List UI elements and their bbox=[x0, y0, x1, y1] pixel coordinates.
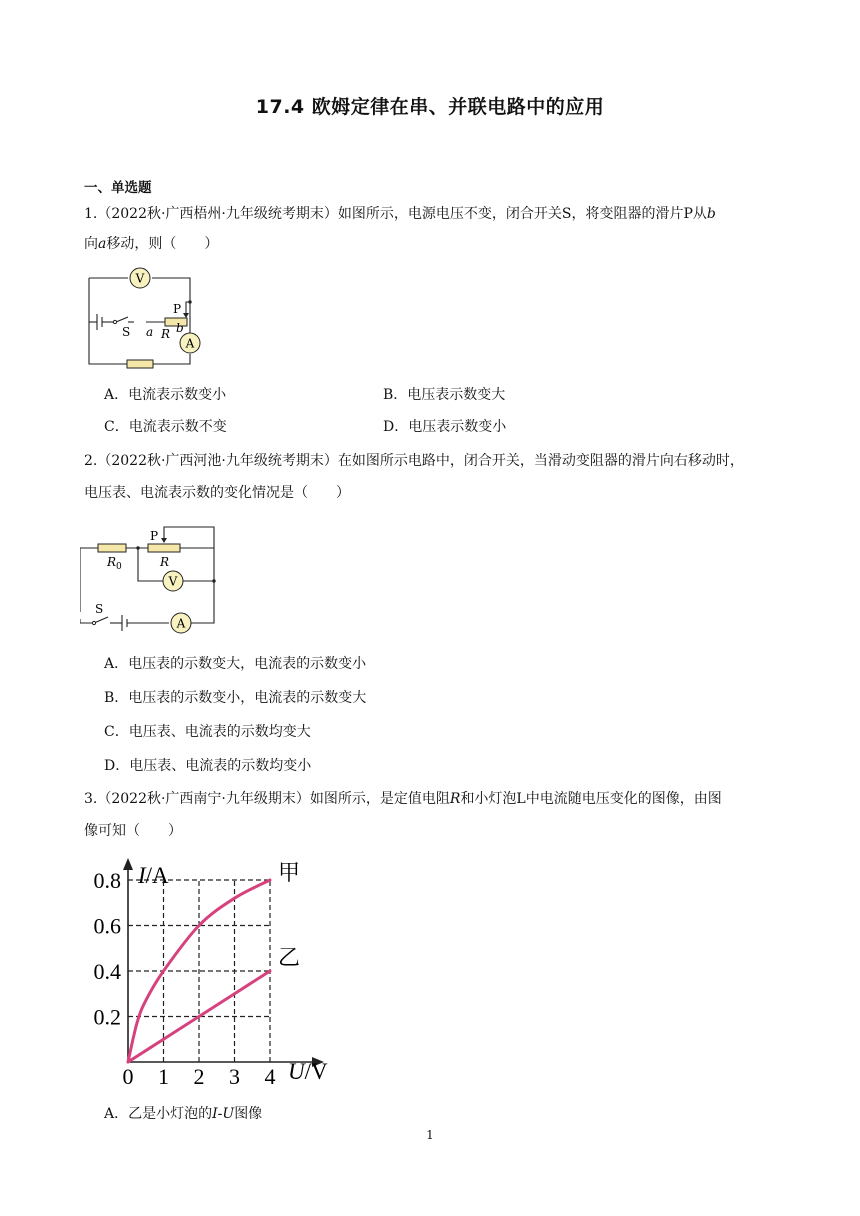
q1-option-b[interactable]: B．电压表示数变大 bbox=[383, 387, 506, 403]
page-number: 1 bbox=[426, 1128, 434, 1142]
y-axis-var: I bbox=[138, 863, 146, 888]
x-tick-label: 4 bbox=[264, 1064, 276, 1089]
q2-option-b[interactable]: B．电压表的示数变小，电流表的示数变大 bbox=[104, 690, 367, 706]
q1-line2-pre: 向 bbox=[84, 236, 98, 252]
x-tick-label: 2 bbox=[193, 1064, 205, 1089]
q2-option-c[interactable]: C．电压表、电流表的示数均变大 bbox=[104, 724, 311, 740]
q1-voltmeter-label: V bbox=[135, 271, 145, 286]
q1-stem-line1 bbox=[84, 203, 716, 225]
q1-rheostat-label: R bbox=[161, 327, 171, 341]
q3-iu-chart bbox=[80, 855, 350, 1090]
q3-option-a-pre: A．乙是小灯泡的 bbox=[104, 1106, 213, 1122]
q1-var-a: a bbox=[98, 236, 107, 252]
x-axis-var: U bbox=[288, 1059, 305, 1084]
q2-r0-letter: R bbox=[107, 555, 117, 569]
q1-option-c[interactable]: C．电流表示数不变 bbox=[104, 419, 227, 435]
q2-option-d[interactable]: D．电压表、电流表的示数均变小 bbox=[104, 758, 312, 774]
x-tick-label: 3 bbox=[229, 1064, 240, 1089]
q3-option-a[interactable] bbox=[104, 1103, 262, 1123]
q3-var-R: R bbox=[449, 791, 461, 807]
q1-option-a[interactable]: A．电流表示数变小 bbox=[104, 387, 227, 403]
q3-stem-line2: 像可知（ ） bbox=[84, 823, 182, 839]
x-tick-label: 0 bbox=[122, 1064, 134, 1089]
q2-rheostat-label: R bbox=[160, 555, 170, 569]
y-axis-arrow bbox=[123, 858, 133, 870]
q2-ammeter-label: A bbox=[176, 616, 186, 631]
q1-line2-post: 移动，则（ ） bbox=[106, 236, 219, 252]
y-axis-unit: /A bbox=[145, 863, 169, 888]
q3-stem-line1 bbox=[84, 788, 722, 810]
q1-circuit-diagram bbox=[80, 265, 210, 373]
q2-voltmeter-label: V bbox=[168, 574, 178, 589]
q3-option-a-var: I-U bbox=[212, 1106, 235, 1122]
series-label-1: 甲 bbox=[278, 861, 301, 886]
page-title: 17.4 欧姆定律在串、并联电路中的应用 bbox=[255, 96, 605, 118]
q2-option-a[interactable]: A．电压表的示数变大，电流表的示数变小 bbox=[104, 656, 367, 672]
q1-ammeter-label: A bbox=[185, 336, 195, 351]
y-tick-label: 0.6 bbox=[93, 913, 121, 939]
chart-series bbox=[128, 861, 300, 1062]
q1-option-d[interactable]: D．电压表示数变小 bbox=[383, 419, 507, 435]
q1-end-a-label: a bbox=[146, 325, 154, 339]
series-label-2: 乙 bbox=[278, 946, 301, 971]
y-tick-label: 0.4 bbox=[93, 959, 121, 984]
q3-line1-post: 和小灯泡L中电流随电压变化的图像，由图 bbox=[460, 791, 722, 807]
chart-ticks bbox=[94, 868, 276, 1089]
y-tick-label: 0.8 bbox=[93, 868, 121, 893]
q2-r0-label bbox=[106, 555, 122, 572]
q2-slider-label: P bbox=[150, 529, 159, 543]
x-tick-label: 1 bbox=[158, 1064, 169, 1089]
y-axis-label bbox=[137, 863, 169, 888]
q2-stem-line2: 电压表、电流表示数的变化情况是（ ） bbox=[84, 485, 350, 501]
q2-stem-line1: 2.（2022秋·广西河池·九年级统考期末）在如图所示电路中，闭合开关，当滑动变阻器的滑片向右移动时， bbox=[84, 453, 744, 469]
q1-line1-text: 1.（2022秋·广西梧州·九年级统考期末）如图所示，电源电压不变，闭合开关S，将变阻器的滑片P从 bbox=[84, 206, 707, 222]
q1-end-b-label: b bbox=[176, 321, 184, 335]
y-tick-label: 0.2 bbox=[93, 1004, 121, 1030]
q3-line1-pre: 3.（2022秋·广西南宁·九年级期末）如图所示，是定值电阻 bbox=[84, 791, 450, 807]
q2-switch-label: S bbox=[95, 602, 104, 616]
chart-grid bbox=[128, 880, 270, 1062]
q1-switch-label: S bbox=[122, 325, 131, 339]
q2-r0-subscript: 0 bbox=[116, 562, 122, 572]
x-axis-label bbox=[288, 1059, 328, 1084]
x-axis-unit: /V bbox=[304, 1059, 328, 1084]
q2-circuit-diagram bbox=[80, 515, 230, 635]
q1-var-b: b bbox=[706, 206, 716, 222]
q1-stem-line2 bbox=[84, 233, 218, 255]
section-heading: 一、单选题 bbox=[84, 180, 152, 196]
q3-option-a-post: 图像 bbox=[234, 1106, 263, 1122]
q1-slider-label: P bbox=[173, 302, 182, 316]
